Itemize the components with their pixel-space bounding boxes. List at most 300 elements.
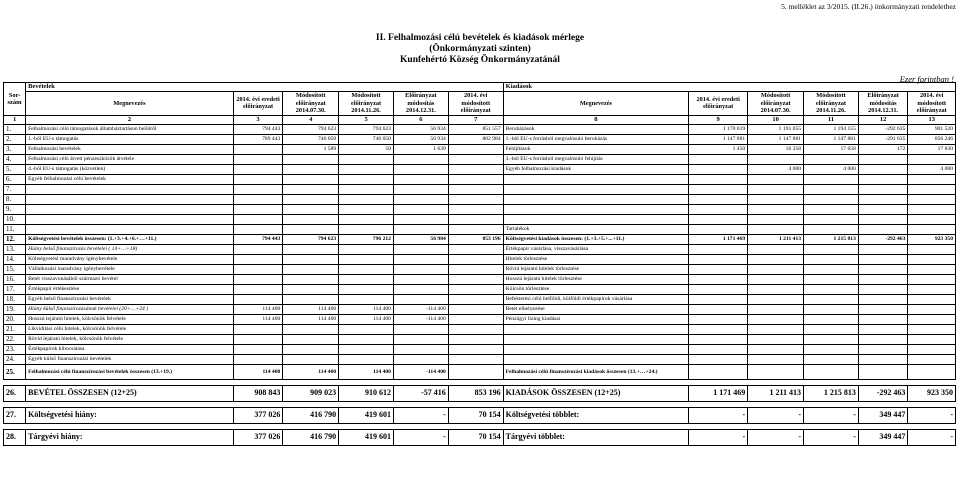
expense-label bbox=[503, 344, 689, 354]
expense-value: 4 000 bbox=[748, 164, 804, 174]
expense-value bbox=[804, 154, 859, 164]
expense-value bbox=[858, 284, 908, 294]
expense-value bbox=[689, 284, 748, 294]
revenue-value: 416 790 bbox=[283, 429, 339, 445]
revenue-value bbox=[233, 334, 283, 344]
table-row bbox=[4, 144, 956, 154]
table-row bbox=[4, 354, 956, 364]
expense-label: KIADÁSOK ÖSSZESEN (12+25) bbox=[503, 385, 689, 401]
expense-value: 1 215 813 bbox=[804, 234, 859, 244]
revenue-value bbox=[233, 154, 283, 164]
revenue-value bbox=[233, 254, 283, 264]
expense-value bbox=[804, 184, 859, 194]
expense-value bbox=[748, 304, 804, 314]
expense-label: Hosszú lejáratú hitelek törlesztése bbox=[503, 274, 689, 284]
expense-value: - bbox=[689, 429, 748, 445]
revenue-value bbox=[339, 284, 394, 294]
expense-value bbox=[858, 204, 908, 214]
document-title bbox=[0, 33, 960, 66]
table-row bbox=[4, 124, 956, 134]
table-row bbox=[4, 274, 956, 284]
revenue-value bbox=[448, 274, 503, 284]
revenue-value bbox=[339, 264, 394, 274]
expense-label: Betét elhelyezése bbox=[503, 304, 689, 314]
expense-label: Rövid lejáratú hitelek törlesztése bbox=[503, 264, 689, 274]
table-row bbox=[4, 364, 956, 379]
title-line-3: Kunfehértó Község Önkormányzatánál bbox=[400, 55, 560, 65]
expense-value bbox=[858, 224, 908, 234]
expense-value: 923 350 bbox=[908, 234, 956, 244]
revenue-value bbox=[233, 324, 283, 334]
row-number: 13. bbox=[4, 244, 26, 254]
revenue-value bbox=[448, 294, 503, 304]
expense-value bbox=[748, 284, 804, 294]
revenue-label bbox=[26, 184, 234, 194]
expense-label: Felhalmozási célú finanszírozási kiadások összesen (13.+…+24.) bbox=[503, 364, 689, 379]
expense-value bbox=[908, 194, 956, 204]
revenue-label: Hosszú lejáratú hitelek, kölcsönök felvétele bbox=[26, 314, 234, 324]
revenue-value: 377 026 bbox=[233, 407, 283, 423]
revenue-label: Betét visszavonásából származó bevétel bbox=[26, 274, 234, 284]
expense-value bbox=[748, 274, 804, 284]
revenue-value bbox=[393, 254, 448, 264]
expense-value bbox=[908, 354, 956, 364]
revenue-value: 114 400 bbox=[339, 314, 394, 324]
row-number: 12. bbox=[4, 234, 26, 244]
row-number: 18. bbox=[4, 294, 26, 304]
revenue-label: Felhalmozási célú támogatások államháztartáson belülről bbox=[26, 124, 234, 134]
revenue-value bbox=[393, 334, 448, 344]
expense-value: - bbox=[908, 429, 956, 445]
revenue-value: - bbox=[393, 407, 448, 423]
expense-value: -291 635 bbox=[858, 134, 908, 144]
expense-label: Költségvetési kiadások összesen: (1.+3.+5.+...+11.) bbox=[503, 234, 689, 244]
revenue-value bbox=[393, 194, 448, 204]
revenue-value bbox=[283, 194, 339, 204]
expense-label bbox=[503, 174, 689, 184]
expense-label: Pénzügyi lízing kiadásai bbox=[503, 314, 689, 324]
revenue-label bbox=[26, 194, 234, 204]
expense-value bbox=[804, 214, 859, 224]
revenue-value bbox=[448, 244, 503, 254]
expense-value: - bbox=[748, 429, 804, 445]
table-row bbox=[4, 214, 956, 224]
expense-value bbox=[804, 284, 859, 294]
row-number: 28. bbox=[4, 429, 26, 445]
revenue-value: 56 984 bbox=[393, 234, 448, 244]
revenue-value: 56 934 bbox=[393, 134, 448, 144]
expense-value bbox=[858, 274, 908, 284]
revenue-value bbox=[393, 204, 448, 214]
expense-value bbox=[748, 174, 804, 184]
column-number: 10 bbox=[748, 115, 804, 124]
expense-label: Tárgyévi többlet: bbox=[503, 429, 689, 445]
col-header: 2014. évi módosított előirányzat bbox=[448, 92, 503, 116]
revenue-value: 851 557 bbox=[448, 124, 503, 134]
expense-section-header: Kiadások bbox=[503, 83, 955, 92]
expense-value bbox=[908, 344, 956, 354]
revenue-value bbox=[448, 334, 503, 344]
revenue-label: Egyéb felhalmozási célú bevételek bbox=[26, 174, 234, 184]
revenue-value: 114 400 bbox=[233, 364, 283, 379]
revenue-value: 114 400 bbox=[283, 364, 339, 379]
revenue-value bbox=[393, 284, 448, 294]
expense-value: 901 520 bbox=[908, 124, 956, 134]
revenue-value: 114 400 bbox=[283, 304, 339, 314]
expense-label bbox=[503, 324, 689, 334]
expense-label: Felújítások bbox=[503, 144, 689, 154]
expense-value bbox=[748, 294, 804, 304]
expense-value bbox=[689, 224, 748, 234]
revenue-value: -114 400 bbox=[393, 364, 448, 379]
expense-value bbox=[908, 294, 956, 304]
row-number: 17. bbox=[4, 284, 26, 294]
table-row bbox=[4, 304, 956, 314]
column-number: 9 bbox=[689, 115, 748, 124]
table-row bbox=[4, 224, 956, 234]
expense-value bbox=[908, 254, 956, 264]
expense-value bbox=[908, 184, 956, 194]
revenue-value bbox=[393, 224, 448, 234]
revenue-value: 419 601 bbox=[339, 429, 394, 445]
sorszam-header: Sor-szám bbox=[4, 83, 26, 116]
revenue-value: - bbox=[393, 429, 448, 445]
revenue-value bbox=[283, 164, 339, 174]
expense-label: 1.-ből EU-s forrásból megvalósuló beruházás bbox=[503, 134, 689, 144]
revenue-value bbox=[283, 344, 339, 354]
revenue-value: 794 443 bbox=[233, 234, 283, 244]
revenue-value bbox=[233, 264, 283, 274]
revenue-label: Likviditási célú hitelek, kölcsönök felvétele bbox=[26, 324, 234, 334]
row-number: 3. bbox=[4, 144, 26, 154]
expense-value: 349 447 bbox=[858, 407, 908, 423]
expense-name-header: Megnevezés bbox=[503, 92, 689, 116]
table-row bbox=[4, 314, 956, 324]
expense-value bbox=[804, 364, 859, 379]
revenue-value bbox=[339, 214, 394, 224]
revenue-value: 377 026 bbox=[233, 429, 283, 445]
revenue-value bbox=[283, 154, 339, 164]
revenue-value bbox=[339, 344, 394, 354]
revenue-label: Értékpapírok kibocsátása bbox=[26, 344, 234, 354]
expense-value: - bbox=[748, 407, 804, 423]
revenue-value bbox=[233, 184, 283, 194]
revenue-value: 908 843 bbox=[233, 385, 283, 401]
expense-value bbox=[689, 314, 748, 324]
expense-value bbox=[858, 294, 908, 304]
expense-value bbox=[804, 324, 859, 334]
revenue-value bbox=[283, 284, 339, 294]
revenue-value bbox=[448, 174, 503, 184]
revenue-label: Egyéb külső finanszírozási bevételek bbox=[26, 354, 234, 364]
revenue-value bbox=[339, 324, 394, 334]
revenue-value bbox=[393, 354, 448, 364]
row-number: 22. bbox=[4, 334, 26, 344]
expense-value: 856 246 bbox=[908, 134, 956, 144]
revenue-value bbox=[233, 354, 283, 364]
revenue-value bbox=[339, 164, 394, 174]
expense-label: 3.-ból EU-s forrásból megvalósuló felújítás bbox=[503, 154, 689, 164]
revenue-value: 796 212 bbox=[339, 234, 394, 244]
expense-value bbox=[689, 244, 748, 254]
expense-value bbox=[908, 204, 956, 214]
expense-value bbox=[748, 334, 804, 344]
col-header: Módosított előirányzat 2014.11.26. bbox=[339, 92, 394, 116]
expense-value: 17 830 bbox=[908, 144, 956, 154]
col-header: Előirányzat módosítás 2014.12.31. bbox=[858, 92, 908, 116]
expense-label: Beruházások bbox=[503, 124, 689, 134]
expense-value bbox=[748, 364, 804, 379]
revenue-value bbox=[233, 204, 283, 214]
expense-value: 1 147 881 bbox=[804, 134, 859, 144]
revenue-value: 114 400 bbox=[339, 304, 394, 314]
expense-value bbox=[908, 154, 956, 164]
revenue-section-header: Bevételek bbox=[26, 83, 504, 92]
revenue-value bbox=[233, 344, 283, 354]
expense-value bbox=[748, 244, 804, 254]
revenue-value bbox=[448, 154, 503, 164]
expense-label: Költségvetési többlet: bbox=[503, 407, 689, 423]
expense-value bbox=[858, 354, 908, 364]
revenue-value bbox=[448, 214, 503, 224]
col-header: 2014. évi eredeti előirányzat bbox=[233, 92, 283, 116]
expense-label bbox=[503, 334, 689, 344]
column-number: 3 bbox=[233, 115, 283, 124]
row-number: 24. bbox=[4, 354, 26, 364]
table-row bbox=[4, 344, 956, 354]
revenue-value bbox=[283, 324, 339, 334]
column-header-row bbox=[4, 92, 956, 116]
revenue-value bbox=[283, 244, 339, 254]
revenue-value bbox=[448, 314, 503, 324]
expense-value bbox=[858, 174, 908, 184]
revenue-value bbox=[233, 194, 283, 204]
revenue-value: 114 400 bbox=[283, 314, 339, 324]
expense-value bbox=[689, 164, 748, 174]
expense-label: Tartalékok bbox=[503, 224, 689, 234]
row-number: 15. bbox=[4, 264, 26, 274]
expense-value: 1 211 413 bbox=[748, 234, 804, 244]
revenue-value: 794 623 bbox=[283, 234, 339, 244]
revenue-value bbox=[448, 264, 503, 274]
revenue-value: 746 050 bbox=[339, 134, 394, 144]
col-header: Módosított előirányzat 2014.11.26. bbox=[804, 92, 859, 116]
expense-value bbox=[689, 254, 748, 264]
revenue-value: -114 400 bbox=[393, 314, 448, 324]
table-row bbox=[4, 407, 956, 423]
expense-value bbox=[804, 354, 859, 364]
expense-value: -292 463 bbox=[858, 385, 908, 401]
expense-value bbox=[689, 304, 748, 314]
revenue-value bbox=[339, 254, 394, 264]
revenue-value: 1 639 bbox=[393, 144, 448, 154]
revenue-value bbox=[448, 364, 503, 379]
expense-value bbox=[908, 274, 956, 284]
revenue-value: 70 154 bbox=[448, 429, 503, 445]
revenue-value bbox=[393, 274, 448, 284]
col-header: Módosított előirányzat 2014.07.30. bbox=[283, 92, 339, 116]
col-header: 2014. évi eredeti előirányzat bbox=[689, 92, 748, 116]
expense-value bbox=[858, 364, 908, 379]
row-number: 5. bbox=[4, 164, 26, 174]
column-number-row bbox=[4, 115, 956, 124]
revenue-value: 50 bbox=[339, 144, 394, 154]
column-number: 13 bbox=[908, 115, 956, 124]
expense-value: -292 635 bbox=[858, 124, 908, 134]
revenue-value bbox=[283, 264, 339, 274]
table-row bbox=[4, 164, 956, 174]
revenue-value bbox=[339, 294, 394, 304]
expense-value bbox=[804, 244, 859, 254]
revenue-value bbox=[233, 214, 283, 224]
row-number: 11. bbox=[4, 224, 26, 234]
row-number: 27. bbox=[4, 407, 26, 423]
expense-value bbox=[908, 324, 956, 334]
revenue-label: 1.-ből EU-s támogatás bbox=[26, 134, 234, 144]
expense-value bbox=[908, 174, 956, 184]
expense-value bbox=[748, 204, 804, 214]
expense-value bbox=[858, 254, 908, 264]
expense-value bbox=[748, 354, 804, 364]
expense-value bbox=[748, 194, 804, 204]
revenue-label: Értékpapír értékesítése bbox=[26, 284, 234, 294]
expense-label bbox=[503, 204, 689, 214]
revenue-value bbox=[233, 274, 283, 284]
expense-value bbox=[689, 294, 748, 304]
revenue-value: 416 790 bbox=[283, 407, 339, 423]
revenue-label: Hiány belső finanszírozás bevételei ( 14+…+18) bbox=[26, 244, 234, 254]
revenue-label: Költségvetési maradvány igénybevétele bbox=[26, 254, 234, 264]
revenue-label: 4.-ből EU-s támogatás (közvetlen) bbox=[26, 164, 234, 174]
revenue-value: 419 601 bbox=[339, 407, 394, 423]
expense-value bbox=[908, 244, 956, 254]
revenue-value bbox=[283, 204, 339, 214]
revenue-value bbox=[393, 154, 448, 164]
revenue-label bbox=[26, 224, 234, 234]
expense-value bbox=[689, 354, 748, 364]
expense-value bbox=[689, 214, 748, 224]
unit-note: Ezer forintban ! bbox=[899, 74, 954, 84]
revenue-value: -114 400 bbox=[393, 304, 448, 314]
revenue-value: 794 623 bbox=[339, 124, 394, 134]
expense-value: 172 bbox=[858, 144, 908, 154]
expense-value bbox=[804, 274, 859, 284]
revenue-value bbox=[448, 184, 503, 194]
revenue-value bbox=[233, 224, 283, 234]
expense-value: 923 350 bbox=[908, 385, 956, 401]
table-row bbox=[4, 324, 956, 334]
expense-value bbox=[908, 314, 956, 324]
table-row bbox=[4, 244, 956, 254]
table-body bbox=[4, 83, 956, 446]
expense-value bbox=[689, 194, 748, 204]
expense-value bbox=[689, 334, 748, 344]
expense-value: 16 358 bbox=[748, 144, 804, 154]
expense-label bbox=[503, 194, 689, 204]
row-number: 7. bbox=[4, 184, 26, 194]
revenue-label: Költségvetési bevételek összesen: (1.+3.+4.+6.+…+11.) bbox=[26, 234, 234, 244]
expense-value bbox=[858, 334, 908, 344]
revenue-label: Tárgyévi hiány: bbox=[26, 429, 234, 445]
revenue-value: 56 934 bbox=[393, 124, 448, 134]
expense-value bbox=[804, 264, 859, 274]
revenue-value: 1 589 bbox=[283, 144, 339, 154]
revenue-value bbox=[233, 294, 283, 304]
expense-value bbox=[748, 344, 804, 354]
revenue-label bbox=[26, 214, 234, 224]
revenue-name-header: Megnevezés bbox=[26, 92, 234, 116]
revenue-value: 114 400 bbox=[233, 314, 283, 324]
expense-value: - bbox=[689, 407, 748, 423]
row-number: 20. bbox=[4, 314, 26, 324]
revenue-value bbox=[448, 144, 503, 154]
expense-value: 1 194 155 bbox=[804, 124, 859, 134]
expense-value: 17 658 bbox=[804, 144, 859, 154]
revenue-label: Felhalmozási célú finanszírozási bevételek összesen (13.+19.) bbox=[26, 364, 234, 379]
expense-value bbox=[908, 334, 956, 344]
row-number: 9. bbox=[4, 204, 26, 214]
revenue-value: 853 196 bbox=[448, 385, 503, 401]
expense-value: 4 000 bbox=[804, 164, 859, 174]
revenue-value bbox=[393, 174, 448, 184]
revenue-value bbox=[339, 354, 394, 364]
revenue-label: BEVÉTEL ÖSSZESEN (12+25) bbox=[26, 385, 234, 401]
expense-value bbox=[858, 244, 908, 254]
revenue-value bbox=[448, 164, 503, 174]
expense-value bbox=[748, 314, 804, 324]
table-row bbox=[4, 385, 956, 401]
revenue-value bbox=[233, 244, 283, 254]
expense-value bbox=[858, 314, 908, 324]
expense-value bbox=[689, 264, 748, 274]
expense-value bbox=[804, 194, 859, 204]
row-number: 6. bbox=[4, 174, 26, 184]
expense-value bbox=[689, 274, 748, 284]
revenue-value bbox=[339, 334, 394, 344]
expense-value bbox=[689, 204, 748, 214]
expense-value: 349 447 bbox=[858, 429, 908, 445]
revenue-label: Hiány külső finanszírozásának bevételei (20+…+24 ) bbox=[26, 304, 234, 314]
expense-label: Hitelek törlesztése bbox=[503, 254, 689, 264]
revenue-value bbox=[283, 224, 339, 234]
revenue-value bbox=[448, 354, 503, 364]
expense-value: 4 000 bbox=[908, 164, 956, 174]
expense-value: 1 171 469 bbox=[689, 385, 748, 401]
expense-label bbox=[503, 214, 689, 224]
row-number: 26. bbox=[4, 385, 26, 401]
title-line-2: (Önkormányzati szinten) bbox=[429, 44, 531, 54]
revenue-value bbox=[393, 184, 448, 194]
row-number: 23. bbox=[4, 344, 26, 354]
row-number: 1. bbox=[4, 124, 26, 134]
expense-value bbox=[804, 304, 859, 314]
revenue-value: 853 196 bbox=[448, 234, 503, 244]
revenue-label: Költségvetési hiány: bbox=[26, 407, 234, 423]
table-row bbox=[4, 154, 956, 164]
expense-value bbox=[908, 304, 956, 314]
expense-value bbox=[858, 184, 908, 194]
expense-value: 1 191 055 bbox=[748, 124, 804, 134]
revenue-label: Egyéb belső finanszírozási bevételek bbox=[26, 294, 234, 304]
expense-value bbox=[804, 334, 859, 344]
column-number: 6 bbox=[393, 115, 448, 124]
table-row bbox=[4, 204, 956, 214]
expense-value: 1 170 019 bbox=[689, 124, 748, 134]
column-number: 5 bbox=[339, 115, 394, 124]
revenue-value bbox=[393, 324, 448, 334]
expense-value bbox=[908, 264, 956, 274]
revenue-value bbox=[448, 254, 503, 264]
